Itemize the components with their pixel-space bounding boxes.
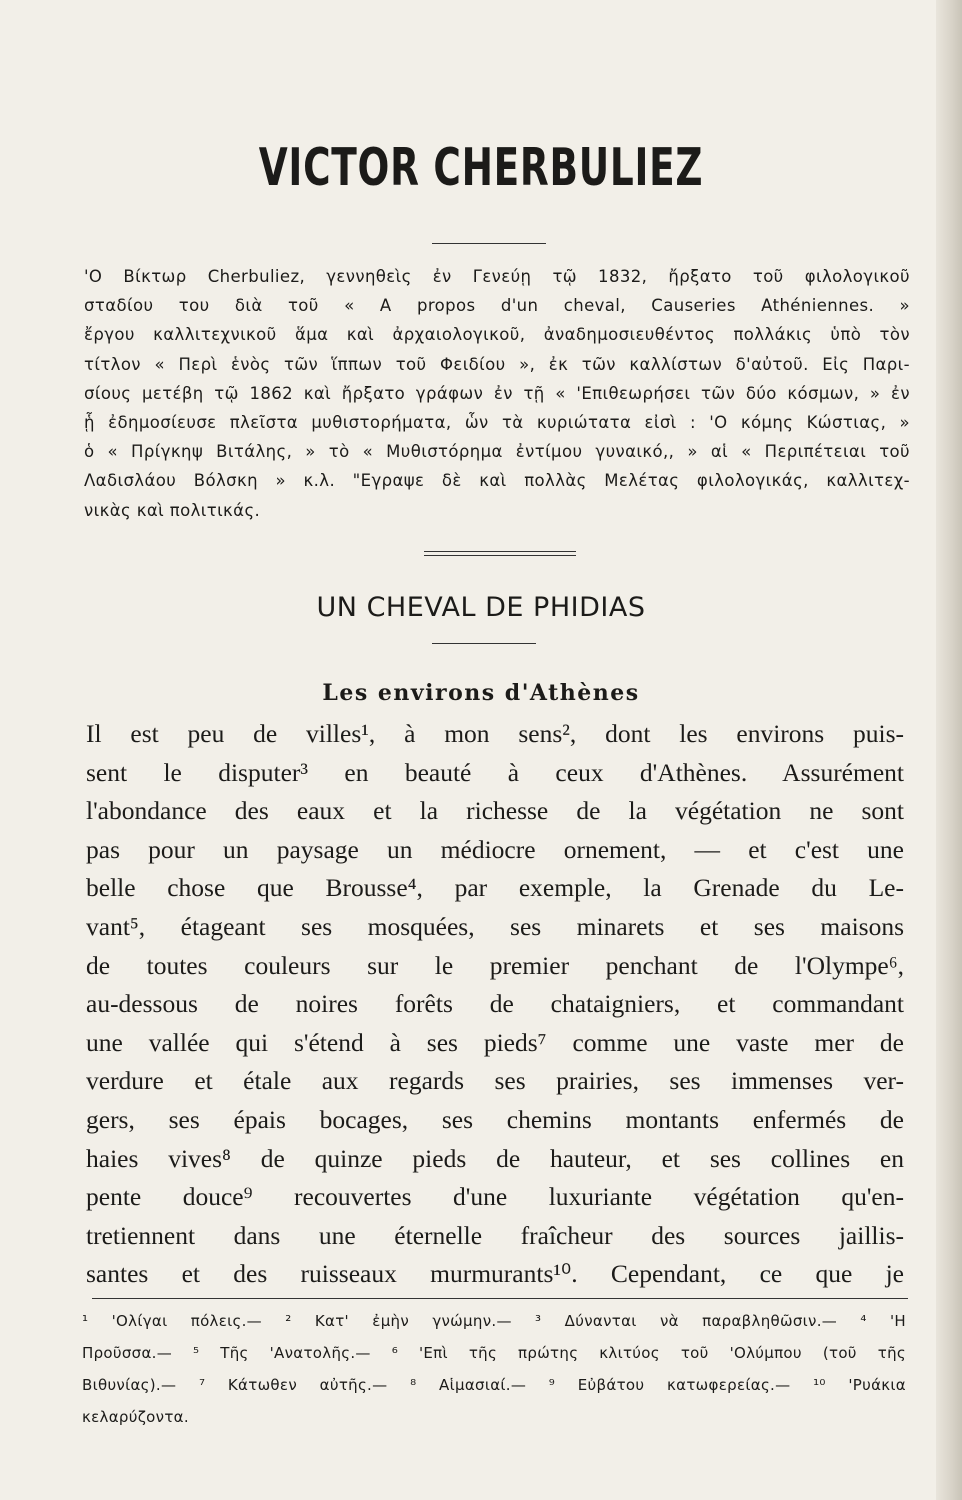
body-line: une vallée qui s'étend à ses pieds⁷ comme une vaste mer de: [86, 1027, 904, 1057]
bio-line: τίτλον « Περὶ ἑνὸς τῶν ἵππων τοῦ Φειδίου », ἐκ τῶν καλλίστων δ'αὐτοῦ. Εἰς Παρι-: [84, 354, 910, 374]
body-line: sent le disputer³ en beauté à ceux d'Athènes. Assurément: [86, 757, 904, 787]
subtitle-rule: [432, 643, 536, 644]
bio-line: 'Ο Βίκτωρ Cherbuliez, γεννηθεὶς ἐν Γενεύῃ τῷ 1832, ἤρξατο τοῦ φιλολογικοῦ: [84, 267, 910, 286]
body-line: santes et des ruisseaux murmurants¹⁰. Cependant, ce que je: [86, 1259, 904, 1289]
bio-line: νικὰς καὶ πολιτικάς.: [84, 500, 261, 520]
body-line: haies vives⁸ de quinze pieds de hauteur, et ses collines en: [86, 1143, 904, 1173]
bio-line: σταδίου του διὰ τοῦ « A propos d'un cheval, Causeries Athéniennes. »: [84, 296, 910, 316]
body-line: gers, ses épais bocages, ses chemins montants enfermés de: [86, 1104, 904, 1134]
bio-paragraph: [84, 262, 910, 525]
section-divider: [424, 551, 576, 556]
footnote-line: Προῦσσα.— ⁵ Τῆς 'Ανατολῆς.— ⁶ 'Επὶ τῆς πρώτης κλιτύος τοῦ 'Ολύμπου (τοῦ τῆς: [82, 1344, 906, 1362]
body-paragraph: [86, 715, 904, 1294]
article-title: UN CHEVAL DE PHIDIAS: [316, 592, 646, 623]
body-line: pente douce⁹ recouvertes d'une luxuriante végétation qu'en-: [86, 1182, 904, 1212]
bio-line: ὁ « Πρίγκηψ Βιτάλης, » τὸ « Μυθιστόρημα ἐντίμου γυναικό,, » αἱ « Περιπέτειαι τοῦ: [84, 442, 910, 462]
page-gutter-shadow: [936, 0, 962, 1500]
bio-line: Λαδισλάου Βόλσκη » κ.λ. "Εγραψε δὲ καὶ πολλὰς Μελέτας φιλολογικάς, καλλιτεχ-: [84, 471, 910, 491]
bio-line: ἔργου καλλιτεχνικοῦ ἅμα καὶ ἀρχαιολογικοῦ, ἀναδημοσιευθέντος πολλάκις ὑπὸ τὸν: [84, 325, 910, 345]
footnote-line: Βιθυνίας).— ⁷ Κάτωθεν αὐτῆς.— ⁸ Αἱμασιαί.— ⁹ Εὐβάτου κατωφερείας.— ¹⁰ 'Ρυάκια: [82, 1376, 906, 1394]
body-line: Il est peu de villes¹, à mon sens², dont les environs puis-: [86, 719, 904, 748]
bio-line: ᾗ ἐδημοσίευσε πλεῖστα μυθιστορήματα, ὧν τὰ κυριώτατα εἰσὶ : 'Ο κόμης Κώστιας, »: [84, 413, 910, 433]
body-line: tretiennent dans une éternelle fraîcheur des sources jaillis-: [86, 1220, 904, 1250]
title-rule: [432, 243, 546, 244]
body-line: belle chose que Brousse⁴, par exemple, la Grenade du Le-: [86, 873, 904, 903]
body-line: de toutes couleurs sur le premier penchant de l'Olympe⁶,: [86, 950, 904, 980]
body-line: au-dessous de noires forêts de chataigniers, et commandant: [86, 989, 904, 1019]
page-title: VICTOR CHERBULIEZ: [258, 138, 704, 198]
footnote-line: κελαρύζοντα.: [82, 1408, 189, 1426]
body-line: verdure et étale aux regards ses prairies, ses immenses ver-: [86, 1066, 904, 1096]
section-heading: Les environs d'Athènes: [322, 680, 640, 706]
bio-line: σίους μετέβη τῷ 1862 καὶ ἤρξατο γράφων ἐν τῇ « 'Επιθεωρήσει τῶν δύο κόσμων, » ἐν: [84, 383, 910, 403]
footnote-rule: [92, 1298, 908, 1299]
body-line: vant⁵, étageant ses mosquées, ses minarets et ses maisons: [86, 911, 904, 941]
body-line: pas pour un paysage un médiocre ornement, — et c'est une: [86, 834, 904, 864]
footnotes: [82, 1305, 906, 1433]
body-line: l'abondance des eaux et la richesse de la végétation ne sont: [86, 796, 904, 826]
footnote-line: ¹ 'Ολίγαι πόλεις.— ² Κατ' ἐμὴν γνώμην.— ³ Δύνανται νὰ παραβληθῶσιν.— ⁴ 'Η: [82, 1312, 906, 1330]
